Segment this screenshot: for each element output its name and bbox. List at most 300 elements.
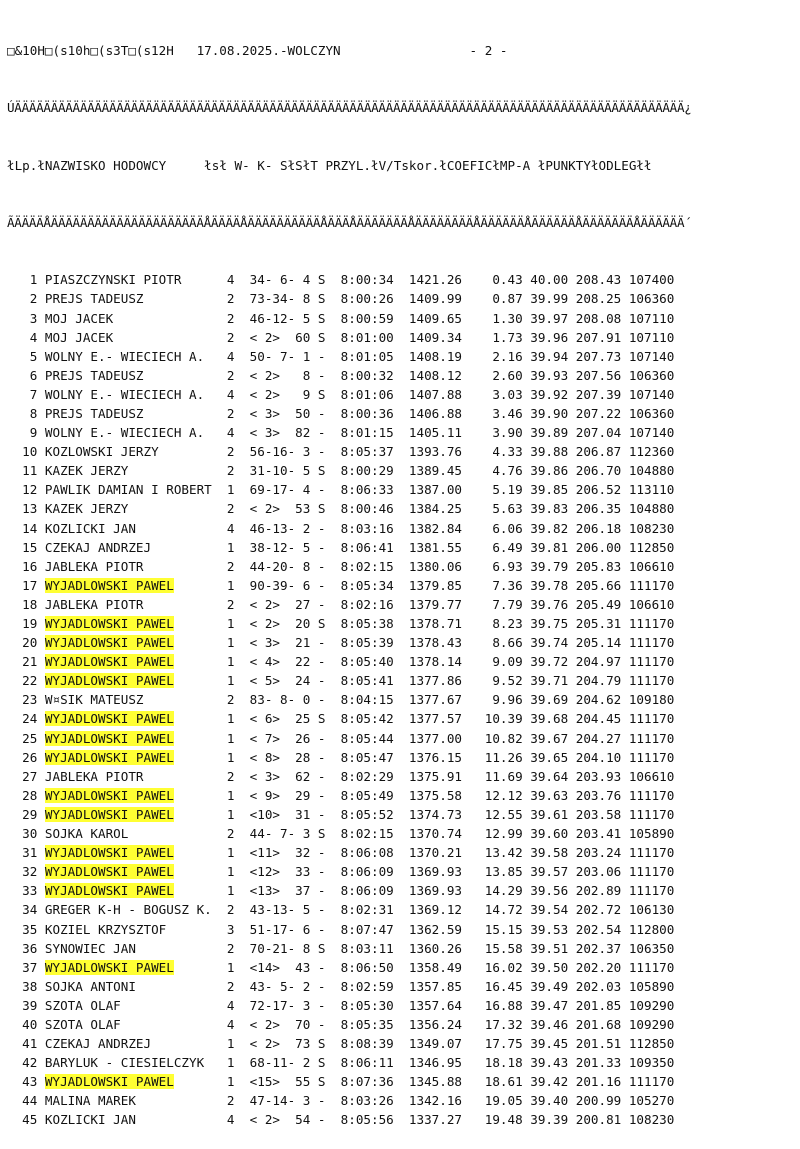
row-distance: 112850: [628, 539, 675, 555]
row-coef: 18.18: [469, 1055, 531, 1071]
row-lp: 18: [7, 596, 45, 612]
row-coef: 0.43: [469, 272, 531, 288]
row-arrival: 8:05:52: [340, 806, 409, 822]
row-wk: 43- 5- 2 -: [249, 978, 341, 994]
row-lp: 32: [7, 864, 45, 880]
breeder-name: WYJADLOWSKI PAWEL: [44, 730, 174, 746]
row-points: 206.70: [575, 463, 629, 479]
row-coef: 8.23: [469, 616, 531, 631]
row-points: 205.14: [575, 635, 629, 651]
row-ss: 2: [219, 978, 250, 994]
row-speed: 1356.24: [408, 1016, 470, 1032]
row-lp: 7: [7, 386, 45, 402]
row-lp: 45: [7, 1112, 45, 1128]
row-arrival: 8:07:36: [340, 1074, 409, 1090]
row-lp: 26: [7, 749, 45, 765]
row-wk: 44- 7- 3 S: [249, 826, 341, 842]
table-row: [7, 328, 692, 347]
row-name: [45, 349, 219, 364]
row-mpa: 39.40: [530, 1093, 576, 1109]
row-wk: <13> 37 -: [249, 883, 341, 899]
row-coef: 15.15: [469, 921, 531, 937]
top-rule: ÚÄÄÄÄÄÄÄÄÄÄÄÄÄÄÄÄÄÄÄÄÄÄÄÄÄÄÄÄÄÄÄÄÄÄÄÄÄÄÄÄÄÄÄÄÄÄÄÄÄÄÄÄÄÄÄÄÄÄÄÄÄÄÄÄÄÄÄÄÄÄÄÄÄÄÄÄÄÄÄÄÄÄÄÄÄÄÄÄÄÄÄÄ¿: [7, 100, 692, 116]
row-wk: < 2> 60 S: [249, 329, 341, 345]
breeder-name: WYJADLOWSKI PAWEL: [44, 673, 174, 689]
row-name: [45, 311, 219, 326]
row-wk: < 3> 82 -: [249, 425, 341, 441]
row-speed: 1357.64: [408, 997, 470, 1013]
row-name: [45, 444, 219, 459]
breeder-name: WYJADLOWSKI PAWEL: [44, 711, 174, 727]
row-speed: 1369.12: [408, 902, 470, 918]
row-distance: 107140: [628, 425, 675, 441]
breeder-name: WYJADLOWSKI PAWEL: [44, 845, 174, 861]
row-distance: 109180: [628, 692, 675, 708]
row-name: [45, 425, 219, 440]
row-coef: 0.87: [469, 291, 531, 307]
row-ss: 1: [219, 845, 250, 861]
row-ss: 2: [219, 405, 250, 421]
table-row: [7, 289, 692, 308]
row-wk: 46-12- 5 S: [249, 310, 341, 326]
row-speed: 1374.73: [408, 806, 470, 822]
table-row: [7, 614, 692, 633]
row-coef: 14.72: [469, 902, 531, 918]
col-coef: łCOEFIC: [439, 157, 493, 173]
row-distance: 107110: [628, 310, 675, 326]
header-rule: ÃÄÄÄÄÅÄÄÄÄÄÄÄÄÄÄÄÄÄÄÄÄÄÄÄÄÄÅÄÄÄÄÅÄÄÄÄÄÄÄÄÄÄÅÄÄÄÅÄÄÄÄÄÄÄÅÄÄÄÄÄÄÄÄÅÄÄÄÄÄÄÅÄÄÄÄÄÄÅÄÄÄÄÄÄÄÅÄÄÄÄÄÄ´: [7, 215, 692, 231]
row-mpa: 39.39: [530, 1112, 576, 1128]
row-arrival: 8:01:00: [340, 329, 409, 345]
row-coef: 1.73: [469, 329, 531, 345]
row-mpa: 39.57: [530, 864, 576, 880]
row-distance: 111170: [628, 864, 675, 880]
row-distance: 109350: [628, 1055, 675, 1071]
row-coef: 16.88: [469, 997, 531, 1013]
table-row: [7, 977, 692, 996]
row-arrival: 8:06:41: [340, 539, 409, 555]
row-wk: <14> 43 -: [249, 959, 341, 975]
row-lp: 3: [7, 310, 45, 326]
row-arrival: 8:02:29: [340, 768, 409, 784]
row-coef: 16.45: [469, 978, 531, 994]
row-points: 208.08: [575, 310, 629, 326]
row-coef: 16.02: [469, 959, 531, 975]
row-ss: 1: [219, 1036, 250, 1052]
row-ss: 1: [219, 673, 250, 689]
row-distance: 106610: [628, 596, 675, 612]
breeder-name: SOJKA KAROL: [44, 826, 129, 842]
row-mpa: 39.75: [530, 616, 576, 631]
row-speed: 1370.74: [408, 826, 470, 842]
row-name: [45, 711, 219, 726]
row-points: 204.62: [575, 692, 629, 708]
row-speed: 1375.91: [408, 768, 470, 784]
breeder-name: KOZIEL KRZYSZTOF: [44, 921, 167, 937]
row-arrival: 8:06:09: [340, 883, 409, 899]
breeder-name: WYJADLOWSKI PAWEL: [44, 787, 174, 803]
row-coef: 12.12: [469, 787, 531, 803]
row-mpa: 39.60: [530, 826, 576, 842]
table-row: [7, 576, 692, 595]
row-points: 202.03: [575, 978, 629, 994]
table-row: [7, 1110, 692, 1129]
row-speed: 1409.99: [408, 291, 470, 307]
row-lp: 13: [7, 501, 45, 517]
table-row: [7, 557, 692, 576]
row-ss: 2: [219, 501, 250, 517]
breeder-name: WYJADLOWSKI PAWEL: [44, 654, 174, 670]
row-coef: 1.30: [469, 310, 531, 326]
row-wk: 51-17- 6 -: [249, 921, 341, 937]
row-points: 205.49: [575, 596, 629, 612]
row-speed: 1345.88: [408, 1074, 470, 1090]
row-wk: < 3> 62 -: [249, 768, 341, 784]
row-ss: 4: [219, 386, 250, 402]
row-points: 203.58: [575, 806, 629, 822]
row-arrival: 8:01:05: [340, 348, 409, 364]
table-row: [7, 347, 692, 366]
breeder-name: WOLNY E.- WIECIECH A.: [44, 386, 205, 402]
breeder-name: WYJADLOWSKI PAWEL: [44, 1074, 174, 1090]
row-wk: < 2> 73 S: [249, 1036, 341, 1052]
row-lp: 41: [7, 1036, 45, 1052]
breeder-name: PREJS TADEUSZ: [44, 367, 144, 383]
row-arrival: 8:07:47: [340, 921, 409, 937]
row-lp: 24: [7, 711, 45, 727]
row-ss: 1: [219, 577, 250, 593]
row-points: 200.81: [575, 1112, 629, 1128]
row-arrival: 8:02:15: [340, 826, 409, 842]
row-coef: 9.09: [469, 654, 531, 670]
row-wk: 31-10- 5 S: [249, 463, 341, 479]
table-row: [7, 786, 692, 805]
row-distance: 111170: [628, 959, 675, 975]
row-speed: 1377.57: [408, 711, 470, 727]
row-mpa: 39.94: [530, 348, 576, 364]
row-lp: 9: [7, 425, 45, 441]
row-name: [45, 692, 219, 707]
row-lp: 4: [7, 329, 45, 345]
row-speed: 1406.88: [408, 405, 470, 421]
row-lp: 31: [7, 845, 45, 861]
row-points: 203.41: [575, 826, 629, 842]
row-lp: 21: [7, 654, 45, 670]
row-wk: 83- 8- 0 -: [249, 692, 341, 708]
row-mpa: 39.92: [530, 386, 576, 402]
row-points: 208.25: [575, 291, 629, 307]
row-mpa: 39.82: [530, 520, 576, 536]
breeder-name: WYJADLOWSKI PAWEL: [44, 635, 174, 651]
row-speed: 1376.15: [408, 749, 470, 765]
printer-codes: □&10H□(s10h□(s3T□(s12H: [7, 43, 174, 59]
table-row: [7, 881, 692, 900]
col-mpa: łMP-A: [492, 157, 531, 173]
row-mpa: 39.47: [530, 997, 576, 1013]
row-distance: 108230: [628, 1112, 675, 1128]
row-speed: 1409.34: [408, 329, 470, 345]
row-coef: 9.96: [469, 692, 531, 708]
row-lp: 10: [7, 444, 45, 460]
row-speed: 1377.86: [408, 673, 470, 689]
row-lp: 5: [7, 348, 45, 364]
row-coef: 12.55: [469, 806, 531, 822]
table-row: [7, 709, 692, 728]
row-distance: 112850: [628, 1036, 675, 1052]
row-name: [45, 578, 219, 593]
row-ss: 2: [219, 902, 250, 918]
row-arrival: 8:00:34: [340, 272, 409, 288]
table-row: [7, 958, 692, 977]
row-ss: 1: [219, 482, 250, 498]
row-mpa: 39.58: [530, 845, 576, 861]
table-row: [7, 461, 692, 480]
breeder-name: JABLEKA PIOTR: [44, 596, 144, 612]
row-lp: 29: [7, 806, 45, 822]
row-ss: 4: [219, 1016, 250, 1032]
row-name: [45, 788, 219, 803]
row-points: 207.39: [575, 386, 629, 402]
row-arrival: 8:00:59: [340, 310, 409, 326]
row-distance: 109290: [628, 997, 675, 1013]
row-points: 204.79: [575, 673, 629, 689]
row-arrival: 8:05:41: [340, 673, 409, 689]
row-ss: 2: [219, 291, 250, 307]
row-distance: 111170: [628, 616, 675, 631]
race-date: 17.08.2025.: [196, 43, 280, 59]
row-arrival: 8:03:26: [340, 1093, 409, 1109]
row-wk: < 2> 54 -: [249, 1112, 341, 1128]
row-ss: 1: [219, 730, 250, 746]
row-ss: 2: [219, 558, 250, 574]
row-arrival: 8:02:59: [340, 978, 409, 994]
row-arrival: 8:06:50: [340, 959, 409, 975]
row-mpa: 39.79: [530, 558, 576, 574]
row-distance: 105890: [628, 978, 675, 994]
row-coef: 19.48: [469, 1112, 531, 1128]
row-lp: 44: [7, 1093, 45, 1109]
row-mpa: 39.53: [530, 921, 576, 937]
results-table-body: [7, 270, 692, 1129]
row-ss: 1: [219, 749, 250, 765]
row-coef: 18.61: [469, 1074, 531, 1090]
row-name: [45, 272, 219, 287]
row-speed: 1337.27: [408, 1112, 470, 1128]
row-points: 202.20: [575, 959, 629, 975]
row-points: 201.85: [575, 997, 629, 1013]
row-arrival: 8:00:46: [340, 501, 409, 517]
row-wk: < 3> 21 -: [249, 635, 341, 651]
row-speed: 1408.12: [408, 367, 470, 383]
row-points: 201.16: [575, 1074, 629, 1090]
row-mpa: 39.49: [530, 978, 576, 994]
results-printout: [7, 3, 692, 1149]
row-ss: 4: [219, 272, 250, 288]
row-distance: 106350: [628, 940, 675, 956]
row-distance: 106360: [628, 291, 675, 307]
row-mpa: 39.93: [530, 367, 576, 383]
row-name: [45, 864, 219, 879]
row-distance: 106610: [628, 768, 675, 784]
row-mpa: 39.61: [530, 806, 576, 822]
row-wk: <12> 33 -: [249, 864, 341, 880]
row-arrival: 8:02:31: [340, 902, 409, 918]
row-mpa: 39.46: [530, 1016, 576, 1032]
row-wk: < 2> 70 -: [249, 1016, 341, 1032]
table-row: [7, 920, 692, 939]
row-distance: 108230: [628, 520, 675, 536]
table-row: [7, 862, 692, 881]
row-lp: 40: [7, 1016, 45, 1032]
breeder-name: SOJKA ANTONI: [44, 978, 136, 994]
breeder-name: WYJADLOWSKI PAWEL: [44, 883, 174, 899]
row-wk: 70-21- 8 S: [249, 940, 341, 956]
report-header: [7, 41, 692, 60]
row-lp: 36: [7, 940, 45, 956]
row-name: [45, 979, 219, 994]
row-wk: 34- 6- 4 S: [249, 272, 341, 288]
row-ss: 1: [219, 1074, 250, 1090]
row-points: 207.91: [575, 329, 629, 345]
table-row: [7, 729, 692, 748]
row-name: [45, 807, 219, 822]
row-points: 201.51: [575, 1036, 629, 1052]
row-speed: 1349.07: [408, 1036, 470, 1052]
row-arrival: 8:05:38: [340, 616, 409, 631]
row-arrival: 8:05:39: [340, 635, 409, 651]
row-mpa: 39.67: [530, 730, 576, 746]
breeder-name: WYJADLOWSKI PAWEL: [44, 616, 174, 631]
row-name: [45, 635, 219, 650]
row-wk: <10> 31 -: [249, 806, 341, 822]
row-coef: 5.63: [469, 501, 531, 517]
row-lp: 38: [7, 978, 45, 994]
row-ss: 2: [219, 596, 250, 612]
row-coef: 8.66: [469, 635, 531, 651]
row-name: [45, 883, 219, 898]
row-mpa: 40.00: [530, 272, 576, 288]
row-distance: 112360: [628, 444, 675, 460]
row-arrival: 8:03:11: [340, 940, 409, 956]
row-mpa: 39.88: [530, 444, 576, 460]
breeder-name: WYJADLOWSKI PAWEL: [44, 577, 174, 593]
breeder-name: CZEKAJ ANDRZEJ: [44, 1036, 152, 1052]
row-arrival: 8:00:29: [340, 463, 409, 479]
row-points: 204.97: [575, 654, 629, 670]
row-ss: 2: [219, 444, 250, 460]
row-distance: 107400: [628, 272, 675, 288]
row-mpa: 39.99: [530, 291, 576, 307]
row-arrival: 8:05:30: [340, 997, 409, 1013]
race-location: -WOLCZYN: [279, 43, 341, 59]
row-name: [45, 1074, 219, 1089]
row-ss: 4: [219, 348, 250, 364]
table-row: [7, 633, 692, 652]
table-row: [7, 442, 692, 461]
row-name: [45, 731, 219, 746]
row-arrival: 8:05:56: [340, 1112, 409, 1128]
row-wk: 90-39- 6 -: [249, 577, 341, 593]
row-distance: 106130: [628, 902, 675, 918]
row-wk: < 7> 26 -: [249, 730, 341, 746]
row-ss: 4: [219, 425, 250, 441]
row-name: [45, 463, 219, 478]
row-speed: 1379.85: [408, 577, 470, 593]
row-mpa: 39.69: [530, 692, 576, 708]
row-coef: 19.05: [469, 1093, 531, 1109]
row-ss: 4: [219, 997, 250, 1013]
row-wk: 44-20- 8 -: [249, 558, 341, 574]
row-name: [45, 291, 219, 306]
row-speed: 1380.06: [408, 558, 470, 574]
table-row: [7, 690, 692, 709]
row-name: [45, 406, 219, 421]
row-name: [45, 616, 219, 631]
row-speed: 1381.55: [408, 539, 470, 555]
row-mpa: 39.51: [530, 940, 576, 956]
row-arrival: 8:02:16: [340, 596, 409, 612]
row-name: [45, 368, 219, 383]
row-ss: 2: [219, 826, 250, 842]
row-coef: 11.26: [469, 749, 531, 765]
row-lp: 33: [7, 883, 45, 899]
breeder-name: JABLEKA PIOTR: [44, 558, 144, 574]
row-wk: < 8> 28 -: [249, 749, 341, 765]
row-arrival: 8:00:32: [340, 367, 409, 383]
row-arrival: 8:01:06: [340, 386, 409, 402]
row-speed: 1378.43: [408, 635, 470, 651]
table-row: [7, 652, 692, 671]
table-row: [7, 1072, 692, 1091]
column-header-row: [7, 156, 692, 175]
row-distance: 107140: [628, 348, 675, 364]
breeder-name: PREJS TADEUSZ: [44, 405, 144, 421]
row-lp: 11: [7, 463, 45, 479]
row-lp: 23: [7, 692, 45, 708]
row-mpa: 39.72: [530, 654, 576, 670]
table-row: [7, 270, 692, 289]
row-speed: 1346.95: [408, 1055, 470, 1071]
row-speed: 1382.84: [408, 520, 470, 536]
row-ss: 1: [219, 883, 250, 899]
row-ss: 1: [219, 616, 250, 631]
row-speed: 1379.77: [408, 596, 470, 612]
row-distance: 106360: [628, 367, 675, 383]
breeder-name: W¤SIK MATEUSZ: [44, 692, 144, 708]
row-lp: 14: [7, 520, 45, 536]
row-points: 207.22: [575, 405, 629, 421]
page-number: - 2 -: [469, 43, 508, 59]
table-row: [7, 480, 692, 499]
row-name: [45, 1112, 219, 1127]
row-ss: 1: [219, 635, 250, 651]
row-coef: 13.85: [469, 864, 531, 880]
breeder-name: KOZLICKI JAN: [44, 520, 136, 536]
row-name: [45, 845, 219, 860]
row-name: [45, 673, 219, 688]
breeder-name: KAZEK JERZY: [44, 463, 129, 479]
row-arrival: 8:05:42: [340, 711, 409, 727]
row-speed: 1389.45: [408, 463, 470, 479]
row-wk: 50- 7- 1 -: [249, 348, 341, 364]
table-row: [7, 1034, 692, 1053]
row-arrival: 8:06:09: [340, 864, 409, 880]
row-arrival: 8:05:37: [340, 444, 409, 460]
row-arrival: 8:03:16: [340, 520, 409, 536]
row-distance: 111170: [628, 730, 675, 746]
row-wk: 46-13- 2 -: [249, 520, 341, 536]
row-wk: < 4> 22 -: [249, 654, 341, 670]
